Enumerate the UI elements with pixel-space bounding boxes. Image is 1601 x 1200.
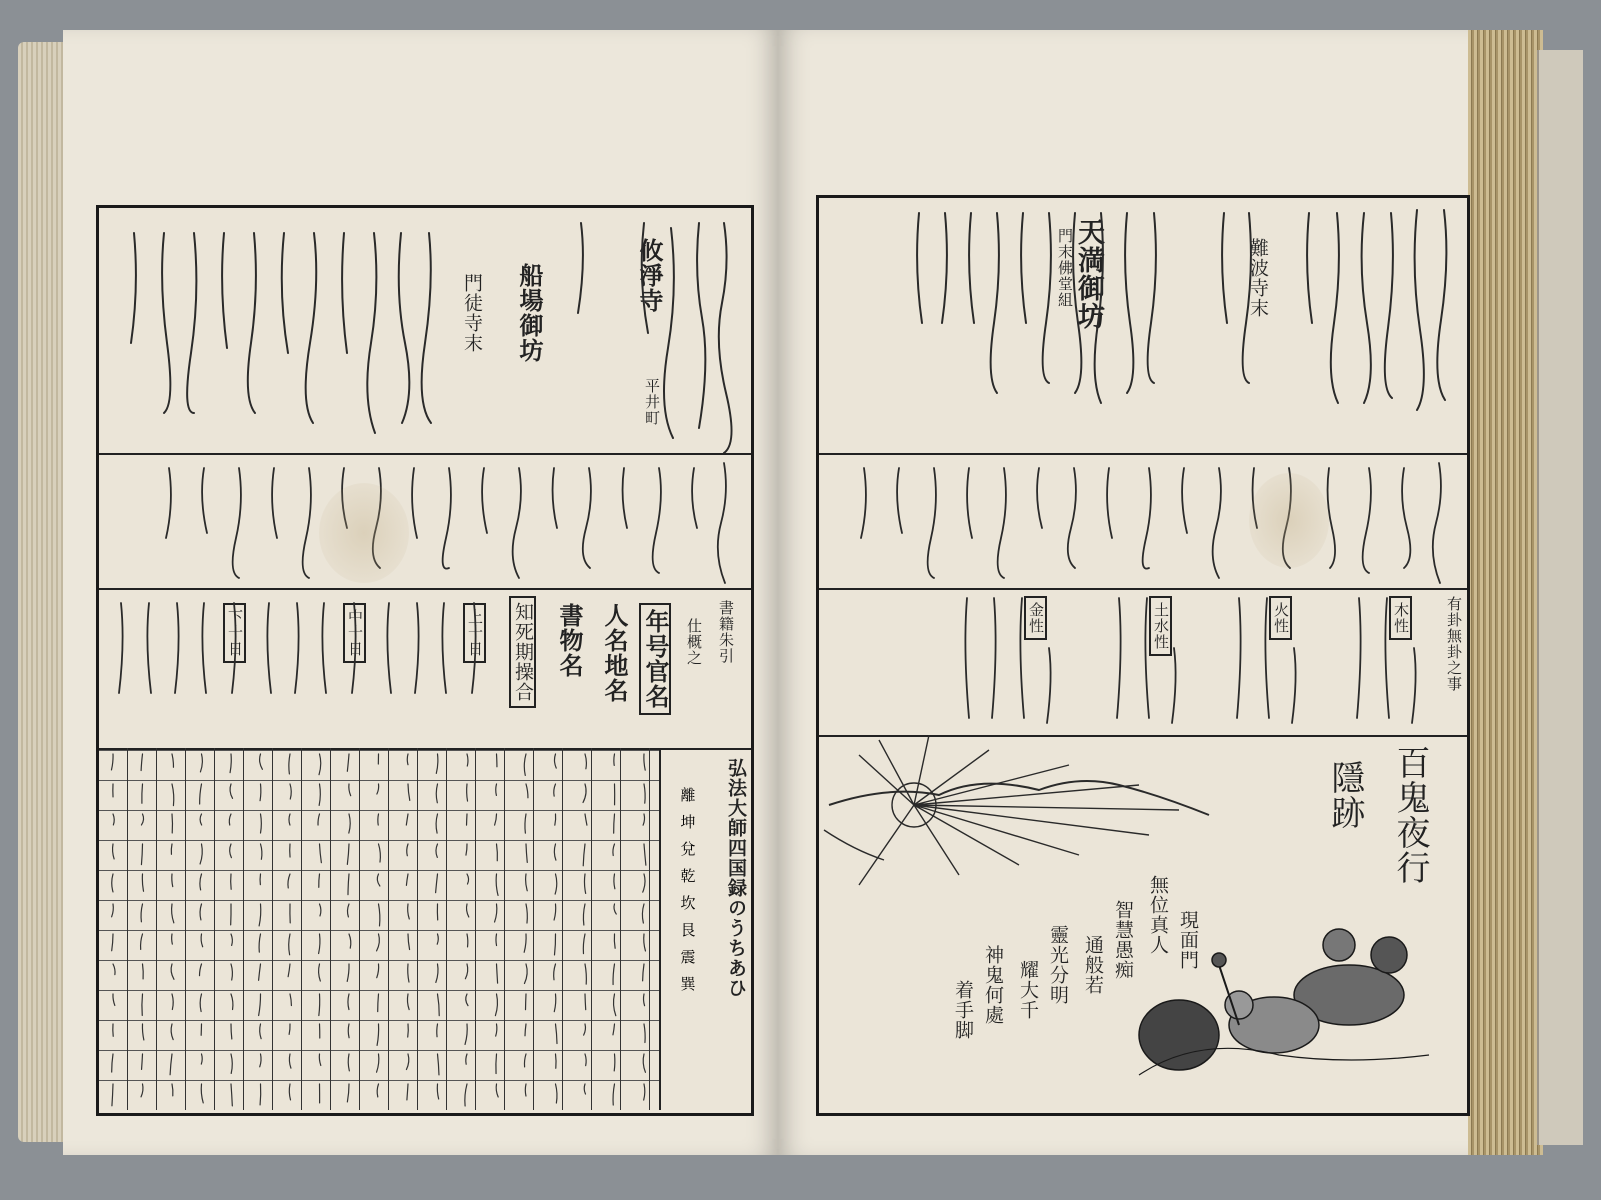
- cell-mark: [319, 934, 320, 953]
- trigram-list: [665, 778, 711, 1000]
- cell-mark: [259, 964, 261, 980]
- cell-mark: [259, 934, 260, 952]
- cell-mark: [643, 1054, 645, 1072]
- cell-mark: [377, 1024, 379, 1045]
- cell-mark: [200, 994, 201, 1011]
- cell-mark: [289, 814, 290, 825]
- cell-mark: [556, 1024, 557, 1043]
- cell-mark: [613, 1084, 614, 1105]
- elements-band: [819, 588, 1467, 737]
- rising-sun-and-demons-drawing: [819, 735, 1467, 1110]
- cell-mark: [320, 844, 322, 863]
- cell-mark: [260, 1054, 261, 1067]
- trigram-column: [659, 748, 751, 1110]
- cell-mark: [524, 1054, 526, 1067]
- table-title: 弘法大師四国録のうちあひ: [725, 758, 747, 998]
- cell-mark: [495, 904, 497, 922]
- cell-mark: [318, 814, 320, 825]
- cell-mark: [111, 754, 113, 770]
- cell-mark: [466, 1054, 467, 1064]
- place-name: 船場御坊: [515, 263, 544, 363]
- temple-location: 平井町: [643, 378, 661, 426]
- cell-mark: [525, 1024, 526, 1036]
- cell-mark: [524, 964, 527, 983]
- cell-mark: [171, 844, 172, 854]
- cell-mark: [554, 904, 556, 920]
- cell-mark: [143, 964, 144, 979]
- cell-mark: [378, 994, 379, 1012]
- cell-mark: [613, 844, 615, 855]
- cell-mark: [524, 754, 526, 775]
- cell-mark: [555, 814, 556, 825]
- cell-mark: [379, 904, 380, 926]
- cell-mark: [288, 874, 290, 888]
- cell-mark: [377, 1054, 379, 1072]
- cell-mark: [319, 874, 320, 887]
- cell-mark: [259, 904, 261, 926]
- worker-note: 仕概之: [685, 618, 703, 666]
- cell-mark: [348, 1054, 349, 1071]
- poem-line-5: 靈光分明: [1047, 925, 1069, 1005]
- cell-mark: [436, 814, 437, 833]
- cell-mark: [200, 904, 201, 920]
- cell-mark: [614, 994, 616, 1016]
- cell-mark: [377, 784, 379, 794]
- poem-line-6: 耀大千: [1017, 960, 1039, 1020]
- poem-handwriting: [99, 453, 751, 588]
- cell-mark: [525, 1084, 526, 1096]
- cell-mark: [290, 994, 291, 1006]
- element-wood: 木性: [1389, 596, 1412, 640]
- calendar-group-middle: 中十日: [343, 603, 366, 663]
- cell-mark: [377, 934, 380, 951]
- table-cell-handwriting: [99, 748, 661, 1110]
- cell-mark: [113, 814, 114, 825]
- cell-mark: [613, 964, 614, 984]
- calendar-numbers-handwriting: [99, 588, 751, 748]
- cell-mark: [112, 874, 113, 892]
- cell-mark: [171, 964, 174, 979]
- cell-mark: [406, 1054, 408, 1070]
- trigram-4: 乾: [680, 867, 696, 885]
- cell-mark: [231, 994, 233, 1010]
- cell-mark: [496, 934, 497, 946]
- cell-mark: [319, 784, 320, 805]
- cell-mark: [554, 994, 556, 1012]
- cell-mark: [614, 934, 615, 948]
- cell-mark: [347, 904, 349, 917]
- trigram-1: 離: [680, 786, 696, 804]
- cell-mark: [260, 754, 263, 769]
- left-page-frame: [96, 205, 754, 1116]
- cell-mark: [348, 874, 349, 895]
- cell-mark: [642, 904, 644, 923]
- cell-mark: [614, 1054, 615, 1071]
- cell-mark: [556, 1084, 557, 1103]
- right-page-frame: [816, 195, 1470, 1116]
- cell-mark: [230, 844, 232, 858]
- cell-mark: [347, 754, 349, 771]
- cell-mark: [614, 814, 615, 833]
- cell-mark: [229, 814, 231, 825]
- cell-mark: [614, 904, 616, 914]
- reference-era: 年号官名: [639, 603, 671, 715]
- cell-mark: [231, 934, 232, 945]
- cell-mark: [407, 754, 408, 765]
- cell-mark: [261, 814, 262, 833]
- poem-band: [99, 453, 751, 590]
- cell-mark: [465, 964, 467, 979]
- back-cover: [1537, 50, 1583, 1145]
- cell-mark: [497, 844, 498, 861]
- cell-mark: [231, 964, 232, 980]
- cell-mark: [467, 754, 468, 766]
- cell-mark: [525, 814, 526, 833]
- cell-mark: [407, 994, 409, 1010]
- cell-mark: [497, 964, 498, 983]
- cell-mark: [347, 964, 349, 981]
- cell-mark: [467, 934, 468, 947]
- cell-mark: [200, 874, 202, 890]
- cell-mark: [583, 934, 585, 954]
- cell-mark: [112, 1084, 113, 1106]
- temple-list-band: [99, 208, 751, 455]
- cell-mark: [583, 844, 585, 866]
- water-stain-right: [1249, 473, 1329, 568]
- cell-mark: [141, 754, 142, 771]
- cell-mark: [585, 1054, 586, 1066]
- cell-mark: [465, 1084, 467, 1106]
- cell-mark: [230, 784, 232, 798]
- cell-mark: [554, 754, 556, 768]
- cell-mark: [201, 1054, 202, 1064]
- cell-mark: [406, 874, 408, 885]
- cell-mark: [584, 1024, 586, 1035]
- cell-mark: [496, 1084, 498, 1097]
- cell-mark: [584, 1084, 585, 1094]
- element-fire: 火性: [1269, 596, 1292, 640]
- cell-mark: [524, 934, 526, 952]
- cell-mark: [585, 994, 586, 1010]
- cell-mark: [644, 1024, 645, 1043]
- cell-mark: [260, 784, 261, 801]
- cell-mark: [436, 784, 437, 803]
- cell-mark: [260, 1084, 261, 1105]
- cell-mark: [319, 964, 321, 981]
- cell-mark: [437, 1024, 438, 1037]
- cell-mark: [495, 994, 497, 1016]
- cell-mark: [555, 874, 557, 894]
- cell-mark: [467, 784, 468, 801]
- element-metal: 金性: [1024, 596, 1047, 640]
- cell-mark: [526, 904, 527, 923]
- right-page: [778, 30, 1468, 1155]
- cell-mark: [437, 1084, 438, 1099]
- cell-mark: [436, 874, 438, 893]
- cell-mark: [320, 904, 321, 916]
- poem-line-2: 現面門: [1177, 910, 1199, 970]
- cell-mark: [583, 784, 586, 802]
- cell-mark: [526, 784, 528, 798]
- trigram-6: 艮: [680, 921, 696, 939]
- cell-mark: [289, 934, 290, 955]
- cell-mark: [349, 814, 350, 833]
- cell-mark: [465, 1024, 467, 1044]
- cell-mark: [230, 754, 231, 773]
- cell-mark: [231, 1084, 232, 1106]
- poem-line-1: 無位真人: [1147, 875, 1169, 955]
- calendar-group-lower: 下十日: [223, 603, 246, 663]
- temple-list-band-right: [819, 198, 1467, 455]
- reference-names: 人名地名: [600, 603, 629, 703]
- temple-name-right: 難波寺末: [1247, 238, 1269, 318]
- cell-mark: [408, 784, 410, 800]
- calendar-title: 知死期操合: [509, 596, 536, 708]
- cell-mark: [407, 844, 408, 856]
- cell-mark: [643, 814, 644, 825]
- cell-mark: [172, 754, 173, 767]
- cell-mark: [172, 994, 173, 1009]
- cell-mark: [113, 844, 115, 859]
- section-title: 門徒寺末: [461, 273, 483, 353]
- cell-mark: [172, 874, 173, 887]
- cell-mark: [554, 844, 556, 860]
- cell-mark: [378, 814, 379, 825]
- hyakki-yako-illustration: [819, 735, 1467, 1110]
- trigram-5: 坎: [680, 894, 696, 912]
- cell-mark: [438, 994, 440, 1016]
- cell-mark: [319, 1054, 320, 1065]
- cell-mark: [614, 754, 615, 765]
- cell-mark: [496, 1054, 497, 1074]
- cell-mark: [496, 784, 497, 795]
- calendar-group-upper: 上十日: [463, 603, 486, 663]
- cell-mark: [172, 784, 174, 806]
- cell-mark: [289, 1024, 290, 1034]
- cell-mark: [585, 964, 586, 984]
- cell-mark: [644, 994, 645, 1006]
- cell-mark: [495, 814, 497, 825]
- cell-mark: [643, 874, 645, 892]
- cell-mark: [466, 844, 467, 855]
- cell-mark: [172, 1084, 173, 1096]
- cell-mark: [141, 934, 143, 949]
- cell-mark: [141, 814, 143, 825]
- illustration-title: 百鬼夜行: [1390, 745, 1430, 885]
- left-page: [63, 30, 778, 1155]
- almanac-table: [99, 748, 751, 1110]
- trigram-3: 兌: [680, 840, 696, 858]
- cell-mark: [466, 994, 468, 1006]
- cell-mark: [438, 1054, 439, 1075]
- cell-mark: [142, 784, 143, 803]
- cell-mark: [113, 994, 115, 1005]
- cell-mark: [172, 904, 174, 923]
- cell-mark: [526, 844, 527, 862]
- cell-mark: [290, 784, 291, 799]
- cell-mark: [141, 844, 142, 865]
- cell-mark: [288, 964, 290, 977]
- cell-mark: [377, 964, 379, 978]
- cell-mark: [319, 994, 320, 1016]
- cell-mark: [614, 874, 615, 889]
- temple-entries-handwriting-right: [819, 198, 1467, 453]
- cell-mark: [112, 1054, 113, 1072]
- poem-band-right: [819, 453, 1467, 590]
- reference-band: [99, 588, 751, 750]
- cell-mark: [467, 874, 469, 884]
- cell-mark: [583, 904, 585, 925]
- cell-mark: [467, 904, 469, 917]
- cell-mark: [554, 784, 556, 796]
- cell-mark: [554, 964, 556, 980]
- cell-mark: [584, 874, 585, 893]
- cell-mark: [200, 964, 202, 976]
- cell-mark: [348, 994, 349, 1010]
- cell-mark: [556, 1054, 557, 1068]
- cell-mark: [644, 754, 645, 770]
- water-stain: [319, 483, 409, 583]
- cell-mark: [408, 964, 409, 982]
- cell-mark: [259, 994, 261, 1016]
- illustration-subtitle: 隱跡: [1325, 760, 1365, 830]
- poem-handwriting-right: [819, 453, 1467, 588]
- cell-mark: [260, 1024, 261, 1039]
- cell-mark: [141, 904, 142, 922]
- open-book: [18, 30, 1583, 1165]
- cell-mark: [379, 844, 381, 862]
- cell-mark: [526, 874, 528, 891]
- section-subtitle-right: 門末佛堂組: [1056, 228, 1074, 308]
- cell-mark: [142, 1054, 143, 1069]
- cell-mark: [347, 844, 349, 864]
- cell-mark: [200, 844, 202, 864]
- cell-mark: [436, 964, 438, 982]
- cell-mark: [231, 1054, 232, 1073]
- reference-title: 書籍朱引: [717, 600, 735, 664]
- cell-mark: [554, 934, 555, 955]
- cell-mark: [141, 1084, 143, 1097]
- cell-mark: [171, 1024, 173, 1040]
- cell-mark: [644, 844, 646, 865]
- section-title-right: 天満御坊: [1073, 218, 1104, 330]
- cell-mark: [142, 874, 143, 891]
- top-note: 有卦無卦之事: [1445, 596, 1463, 692]
- trigram-8: 巽: [680, 975, 696, 993]
- cell-mark: [289, 754, 290, 774]
- cell-mark: [172, 934, 173, 944]
- cell-mark: [496, 874, 498, 895]
- cell-mark: [377, 874, 380, 886]
- cell-mark: [289, 1054, 291, 1068]
- cell-mark: [436, 844, 438, 857]
- poem-line-3: 智慧愚痴: [1112, 900, 1134, 980]
- cell-mark: [585, 754, 586, 769]
- trigram-2: 坤: [680, 813, 696, 831]
- cell-mark: [142, 994, 143, 1015]
- cell-mark: [349, 784, 351, 796]
- cell-mark: [644, 1084, 645, 1100]
- cell-mark: [348, 1024, 349, 1038]
- cell-mark: [585, 814, 587, 825]
- cell-mark: [201, 934, 203, 947]
- reference-books: 書物名: [555, 603, 584, 678]
- cell-mark: [408, 934, 410, 950]
- cell-mark: [319, 754, 321, 775]
- cell-mark: [437, 934, 438, 944]
- cell-mark: [201, 1084, 203, 1103]
- cell-mark: [289, 1084, 290, 1100]
- cell-mark: [613, 1024, 615, 1035]
- cell-mark: [349, 934, 351, 948]
- cell-mark: [408, 1024, 409, 1037]
- cell-mark: [200, 814, 202, 825]
- cell-mark: [406, 814, 408, 825]
- poem-line-4: 通般若: [1082, 935, 1104, 995]
- cell-mark: [261, 844, 262, 859]
- cell-mark: [643, 964, 644, 981]
- cell-mark: [142, 1024, 143, 1040]
- cell-mark: [231, 1024, 232, 1039]
- element-earth-water: 土水性: [1149, 596, 1172, 656]
- temple-name: 攸淨寺: [635, 238, 664, 313]
- cell-mark: [347, 1084, 349, 1102]
- cell-mark: [112, 934, 113, 951]
- temple-entries-handwriting: [99, 208, 751, 453]
- cell-mark: [644, 784, 645, 803]
- cell-mark: [436, 754, 438, 773]
- cell-mark: [408, 904, 410, 919]
- cell-mark: [407, 1084, 408, 1100]
- trigram-7: 震: [680, 948, 696, 966]
- cell-mark: [113, 964, 115, 975]
- cell-mark: [112, 904, 114, 917]
- cell-mark: [644, 934, 646, 951]
- poem-line-7: 神鬼何處: [982, 945, 1004, 1025]
- cell-mark: [170, 1054, 172, 1075]
- cell-mark: [200, 754, 202, 772]
- poem-line-8: 着手脚: [952, 980, 974, 1040]
- cell-mark: [496, 1024, 497, 1036]
- cell-mark: [200, 784, 202, 804]
- elements-handwriting: [819, 588, 1467, 735]
- cell-mark: [377, 1084, 378, 1097]
